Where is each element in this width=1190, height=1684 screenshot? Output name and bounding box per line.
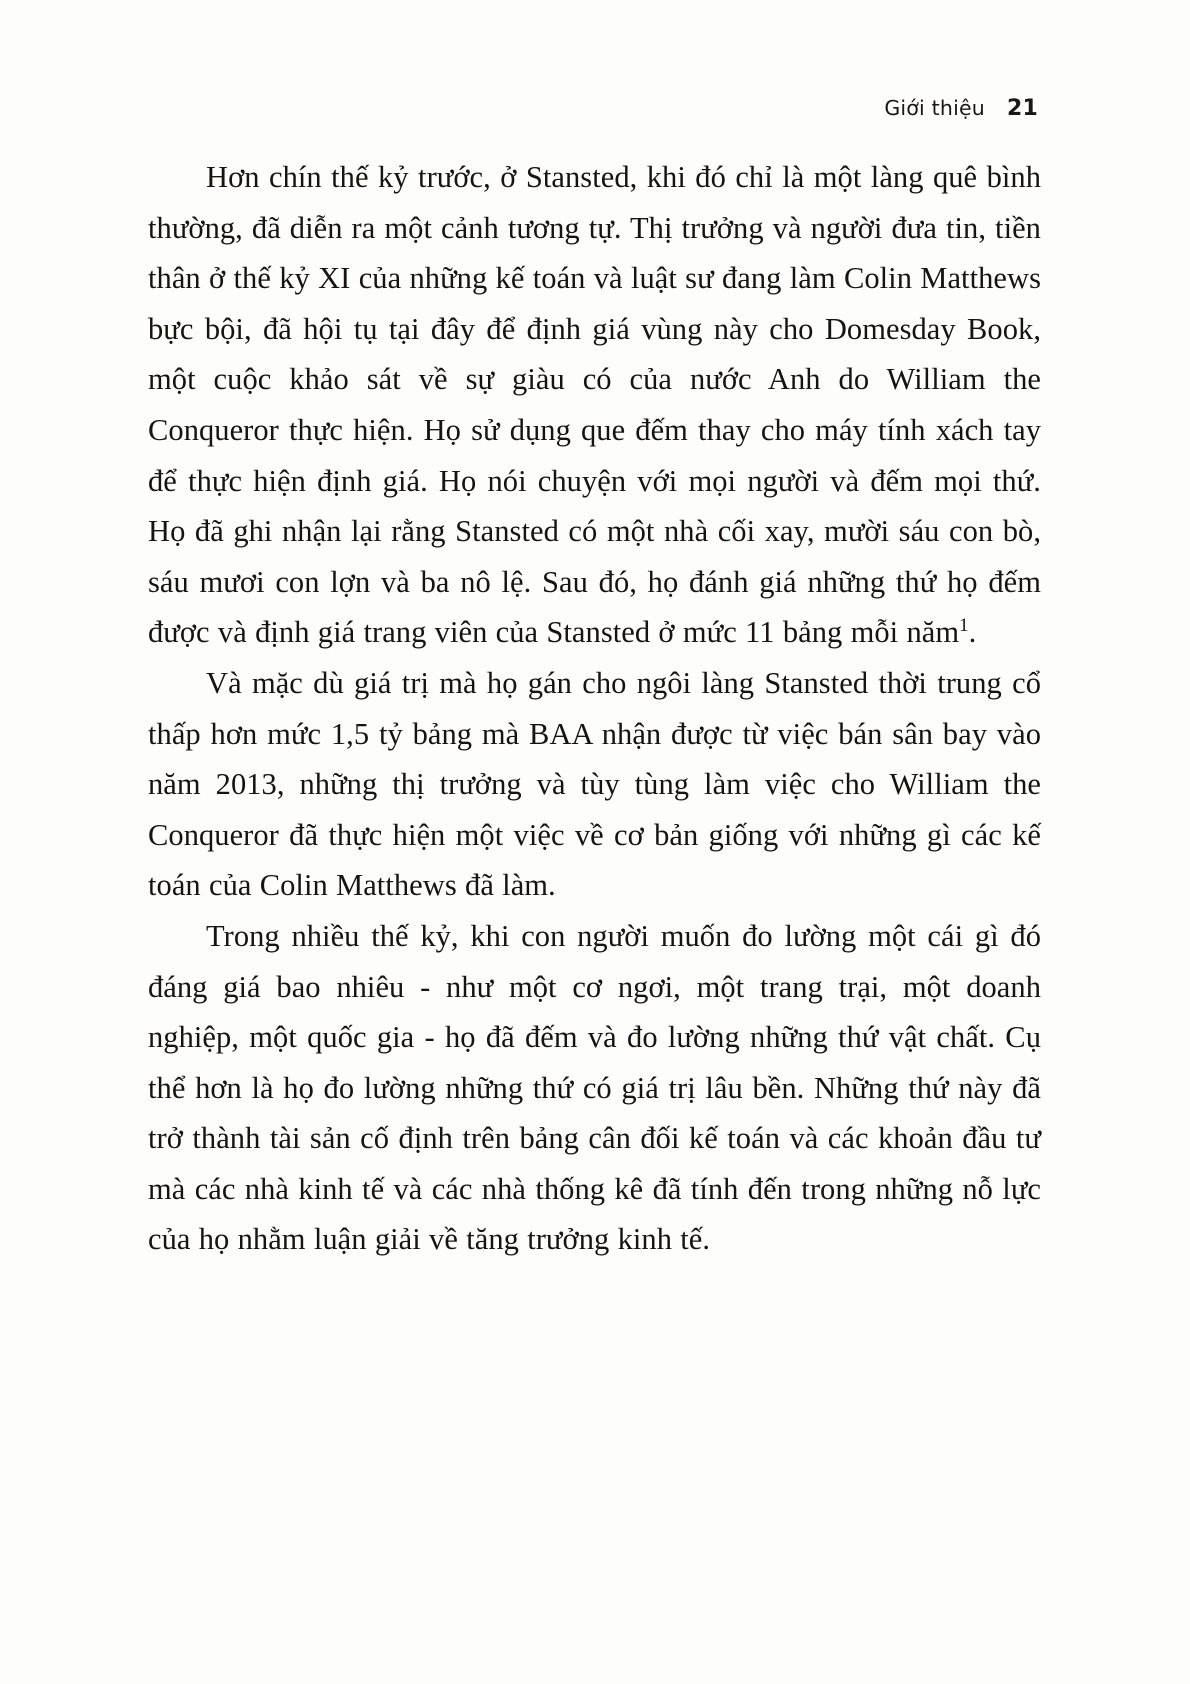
paragraph: Trong nhiều thế kỷ, khi con người muốn đo lường một cái gì đó đáng giá bao nhiêu - như một cơ ngơi, một trang trại, một doanh nghiệp, một quốc gia - họ đã đếm và đo lường những thứ vật chất. Cụ thể hơn là họ đo lường những thứ có giá trị lâu bền. Những thứ này đã trở thành tài sản cố định trên bảng cân đối kế toán và các khoản đầu tư mà các nhà kinh tế và các nhà thống kê đã tính đến trong những nỗ lực của họ nhằm luận giải về tăng trưởng kinh tế.	[148, 918, 1041, 1257]
paragraph-text: Hơn chín thế kỷ trước, ở Stansted, khi đó chỉ là một làng quê bình thường, đã diễn ra một cảnh tương tự. Thị trưởng và người đưa tin, tiền thân ở thế kỷ XI của những kế toán và luật sư đang làm Colin Matthews bực bội, đã hội tụ tại đây để định giá vùng này cho Domesday Book, một cuộc khảo sát về sự giàu có của nước Anh do William the Conqueror thực hiện. Họ sử dụng que đếm thay cho máy tính xách tay để thực hiện định giá. Họ nói chuyện với mọi người và đếm mọi thứ. Họ đã ghi nhận lại rằng Stansted có một nhà cối xay, mười sáu con bò, sáu mươi con lợn và ba nô lệ. Sau đó, họ đánh giá những thứ họ đếm được và định giá trang viên của Stansted ở mức 11 bảng mỗi năm	[148, 160, 1041, 650]
paragraph	[148, 152, 1041, 658]
paragraph: Và mặc dù giá trị mà họ gán cho ngôi làng Stansted thời trung cổ thấp hơn mức 1,5 tỷ bảng mà BAA nhận được từ việc bán sân bay vào năm 2013, những thị trưởng và tùy tùng làm việc cho William the Conqueror đã thực hiện một việc về cơ bản giống với những gì các kế toán của Colin Matthews đã làm.	[148, 665, 1041, 903]
page-body	[148, 152, 1041, 1265]
page-number: 21	[1006, 96, 1038, 121]
paragraph-period: .	[968, 615, 977, 650]
running-head	[884, 96, 1038, 121]
running-head-section: Giới thiệu	[884, 96, 985, 120]
footnote-marker: 1	[959, 615, 969, 637]
